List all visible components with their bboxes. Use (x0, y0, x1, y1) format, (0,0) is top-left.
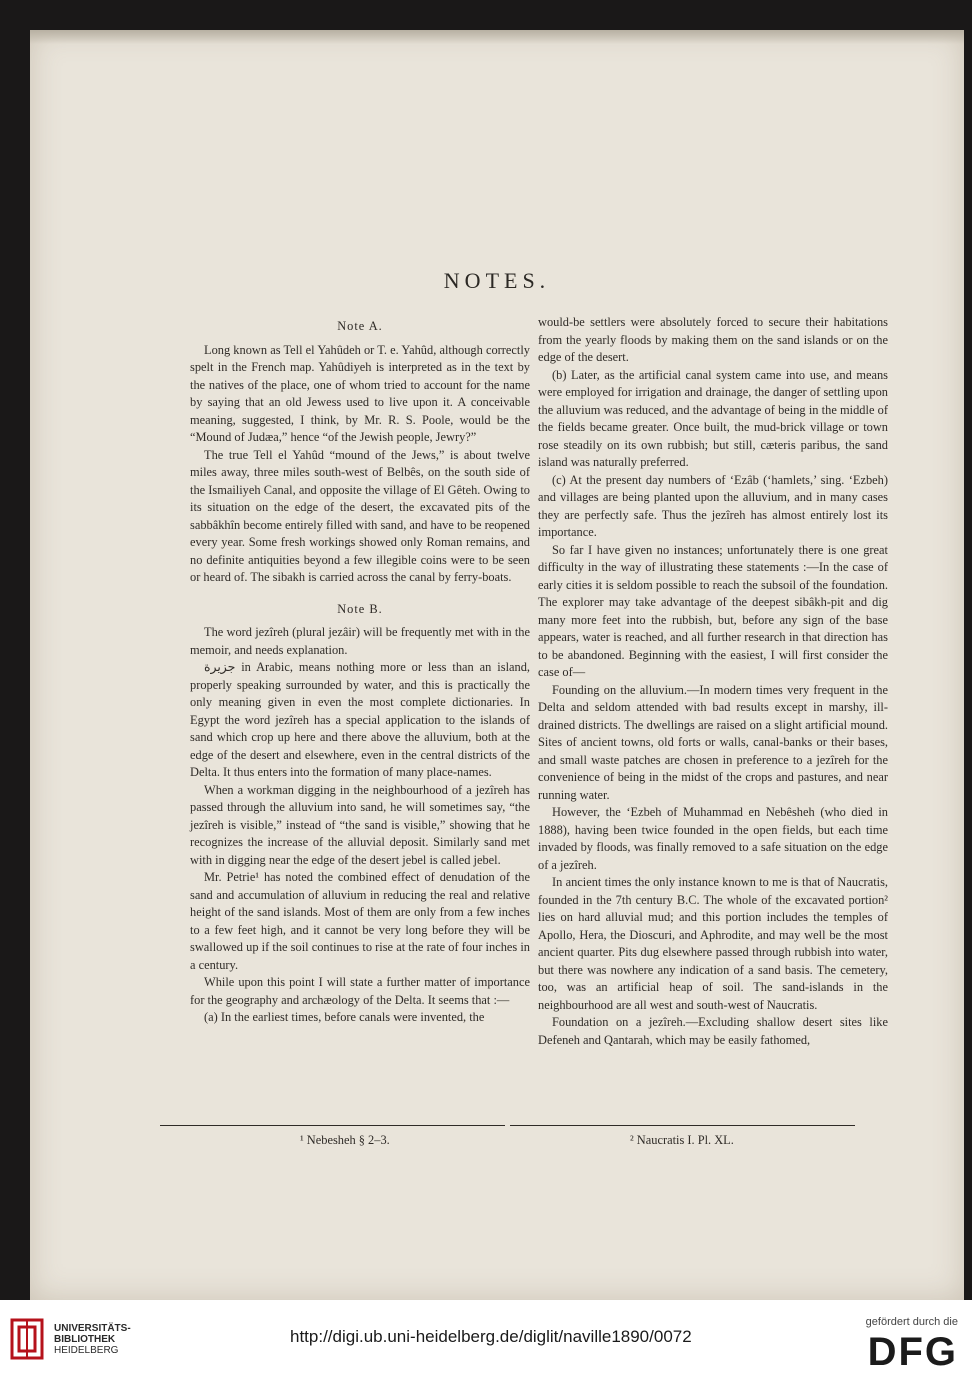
dfg-logo: DFG (867, 1330, 958, 1374)
footnote-rule-left (160, 1125, 505, 1126)
viewer-footer (0, 1300, 972, 1380)
library-name (54, 1323, 131, 1356)
right-column (538, 314, 888, 1049)
note-b-paragraph: The word jezîreh (plural jezâir) will be frequently met with in the memoir, and needs explanation. (190, 625, 530, 657)
footnote-right: ² Naucratis I. Pl. XL. (630, 1133, 734, 1147)
right-paragraph: So far I have given no instances; unfortunately there is one great difficulty in the way of illustrating these statements :—In the case of early cities it is seldom possible to reach the subsoil of the foundation. The explorer may take advantage of the deepest sibâkh-pit and dig many more feet into the rubbish, but, before any sign of the base appears, water is reached, and all further research in that direction has to be abandoned. Beginning with the easiest, I will first consider the case of— (538, 542, 888, 679)
library-name-line: BIBLIOTHEK (54, 1334, 116, 1345)
note-a-paragraph: Long known as Tell el Yahûdeh or T. e. Yahûd, although correctly spelt in the French map. Yahûdiyeh is interpreted as in the text by the natives of the place, one of whom tried to account for the name by saying that an old Jewess used to live upon it. A conceivable meaning, suggested, I think, by Mr. R. S. Poole, would be the “Mound of Judæa,” hence “of the Jewish people, Jewry?” (190, 342, 530, 444)
funded-by-label: gefördert durch die (865, 1316, 958, 1328)
right-paragraph: would-be settlers were absolutely forced to secure their habitations from the yearly floods by making them on the sand islands or on the edge of the desert. (538, 315, 888, 364)
note-b-paragraph: When a workman digging in the neighbourhood of a jezîreh has passed through the alluvium into sand, he will sometimes say, “the jezîreh is visible,” instead of “the sand is visible,” showing that he recognizes the increase of the alluvial deposit. Similarly sand met with in digging near the edge of the desert jebel is called jebel. (190, 782, 530, 867)
note-b-paragraph: (a) In the earliest times, before canals were invented, the (204, 1010, 485, 1024)
note-b-paragraph: جزيرة in Arabic, means nothing more or less than an island, properly speaking surrounded by water, and this is practically the only meaning given in even the most complete dictionaries. In Egypt the word jezîreh has a special application to the islands of sand which crop up here and there above the alluvium, both at the edge of the desert and elsewhere, even in the central districts of the Delta. It thus enters into the formation of many place-names. (190, 660, 530, 779)
footnote-left: ¹ Nebesheh § 2–3. (300, 1133, 390, 1147)
right-paragraph: (c) At the present day numbers of ‘Ezâb (‘hamlets,’ sing. ‘Ezbeh) and villages are being planted upon the alluvium, and in many cases they are perfectly safe. Thus the jezîreh has almost entirely lost its importance. (538, 472, 888, 539)
page-heading: NOTES. (443, 268, 551, 293)
left-column (190, 314, 530, 1027)
right-paragraph: Founding on the alluvium.—In modern times very frequent in the Delta and seldom attended with bad results except in marshy, ill-drained districts. The dwellings are raised on a slight artificial mound. Sites of ancient towns, old forts or walls, canal-banks or their bases, and small waste patches are chosen in preference to a jezîreh for the convenience of being in the midst of the crops and pastures, and near running water. (538, 682, 888, 802)
note-b-paragraph: Mr. Petrie¹ has noted the combined effect of denudation of the sand and accumulation of alluvium in reducing the real and relative height of the sand islands. Most of them are only from a few inches to a few feet high, and it cannot be very long before they will be swallowed up if the soil continues to rise at the rate of four inches in a century. (190, 870, 530, 972)
library-name-line: HEIDELBERG (54, 1345, 119, 1356)
right-paragraph: Foundation on a jezîreh.—Excluding shallow desert sites like Defeneh and Qantarah, which may be easily fathomed, (538, 1015, 888, 1047)
note-a-title: Note A. (337, 319, 383, 333)
note-b-title: Note B. (337, 601, 383, 616)
university-logo-icon (10, 1318, 44, 1360)
footnote-rule-right (510, 1125, 855, 1126)
note-a-paragraph: The true Tell el Yahûd “mound of the Jews,” is about twelve miles away, three miles south-west of Belbês, on the south side of the Ismailiyeh Canal, and opposite the village of El Gêteh. Owing to its situation on the edge of the desert, the excavated pits of the sabbâkhîn become entirely filled with sand, and have to be reopened every year. Some fresh workings showed only Roman remains, and no definite antiquities beyond a few illegible coins were to be seen or heard of. The sibakh is carried across the canal by ferry-boats. (190, 447, 530, 584)
right-paragraph: (b) Later, as the artificial canal system came into use, and means were employed for irrigation and drainage, the danger of settling upon the alluvium was reduced, and the advantage of being in the middle of the fields became greater. Once built, the mud-brick village or town rose steadily on its own rubbish; but still, cæteris paribus, the sand island was naturally preferred. (538, 367, 888, 469)
permalink-url[interactable]: http://digi.ub.uni-heidelberg.de/diglit/naville1890/0072 (290, 1327, 692, 1346)
note-b-paragraph: While upon this point I will state a further matter of importance for the geography and archæology of the Delta. It seems that :— (190, 975, 530, 1007)
right-paragraph: However, the ‘Ezbeh of Muhammad en Nebêsheh (who died in 1888), having been twice founded in the open fields, but each time invaded by floods, was finally removed to a safe situation on the edge of a jezîreh. (538, 805, 888, 872)
scanned-page (30, 30, 964, 1300)
right-paragraph: In ancient times the only instance known to me is that of Naucratis, founded in the 7th century B.C. The whole of the excavated portion² lies on hard alluvial mud; and this portion includes the temples of Apollo, Hera, the Dioscuri, and Aphrodite, and may well be the most ancient quarter. Pits dug elsewhere passed through rubbish into water, but there was nowhere any indication of a sand basis. The cemetery, too, was an artificial heap of soil. The sand-islands in the neighbourhood are all west and south-west of Naucratis. (538, 875, 888, 1012)
library-name-line: UNIVERSITÄTS- (54, 1323, 131, 1334)
